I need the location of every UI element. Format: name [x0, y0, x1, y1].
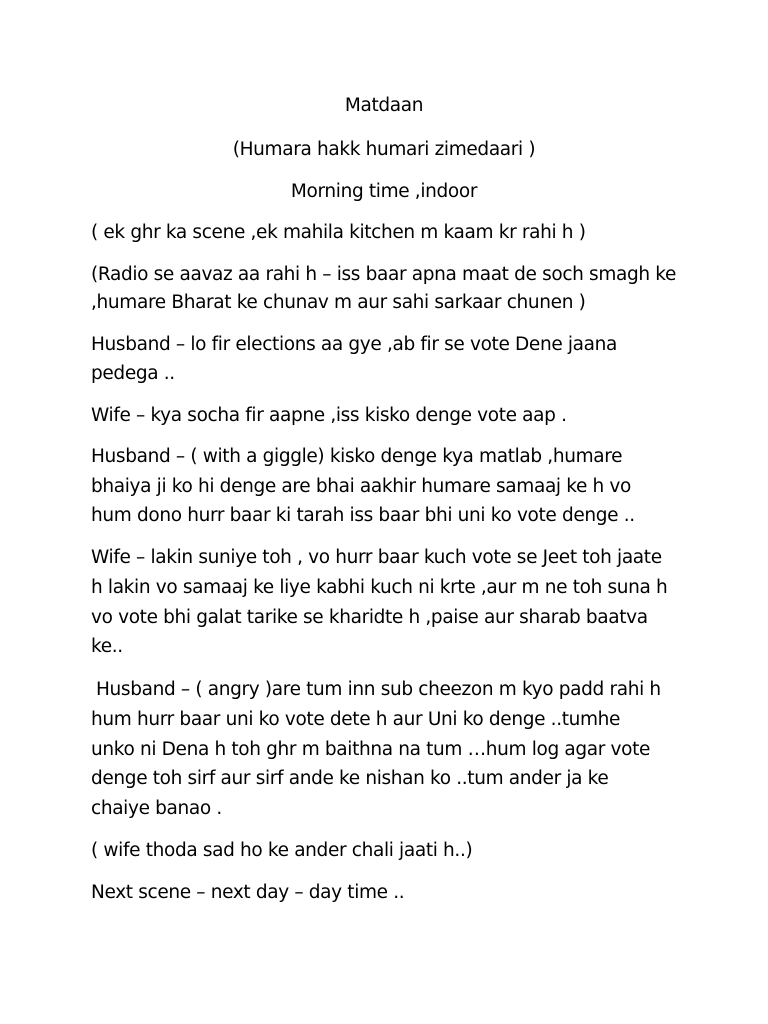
- text-line: vo vote bhi galat tarike se kharidte h ,paise aur sharab baatva: [91, 607, 648, 628]
- text-line: chaiye banao .: [91, 798, 222, 819]
- text-line: Wife – kya socha fir aapne ,iss kisko denge vote aap .: [91, 405, 567, 426]
- text-line: (Radio se aavaz aa rahi h – iss baar apna maat de soch smagh ke: [91, 264, 677, 285]
- scene-setting: Morning time ,indoor: [290, 181, 478, 202]
- text-line: denge toh sirf aur sirf ande ke nishan ko ..tum ander ja ke: [91, 768, 609, 789]
- text-line: h lakin vo samaaj ke liye kabhi kuch ni krte ,aur m ne toh suna h: [91, 577, 668, 598]
- text-line: bhaiya ji ko hi denge are bhai aakhir humare samaaj ke h vo: [91, 476, 631, 497]
- text-line: unko ni Dena h toh ghr m baithna na tum …hum log agar vote: [91, 739, 651, 760]
- text-line: Next scene – next day – day time ..: [91, 882, 405, 903]
- text-line: pedega ..: [91, 363, 175, 384]
- text-line: ke..: [91, 636, 123, 657]
- text-line: ( wife thoda sad ho ke ander chali jaati h..): [91, 840, 473, 861]
- text-line: hum hurr baar uni ko vote dete h aur Uni ko denge ..tumhe: [91, 709, 621, 730]
- text-line: Husband – ( with a giggle) kisko denge kya matlab ,humare: [91, 446, 623, 467]
- text-line: ( ek ghr ka scene ,ek mahila kitchen m kaam kr rahi h ): [91, 222, 586, 243]
- text-line: hum dono hurr baar ki tarah iss baar bhi uni ko vote denge ..: [91, 505, 635, 526]
- document-subtitle: (Humara hakk humari zimedaari ): [232, 139, 536, 160]
- document-title: Matdaan: [344, 95, 424, 116]
- text-line: Wife – lakin suniye toh , vo hurr baar kuch vote se Jeet toh jaate: [91, 547, 662, 568]
- text-line: Husband – lo fir elections aa gye ,ab fir se vote Dene jaana: [91, 334, 618, 355]
- text-line: ,humare Bharat ke chunav m aur sahi sarkaar chunen ): [91, 292, 586, 313]
- text-line: Husband – ( angry )are tum inn sub cheezon m kyo padd rahi h: [96, 679, 661, 700]
